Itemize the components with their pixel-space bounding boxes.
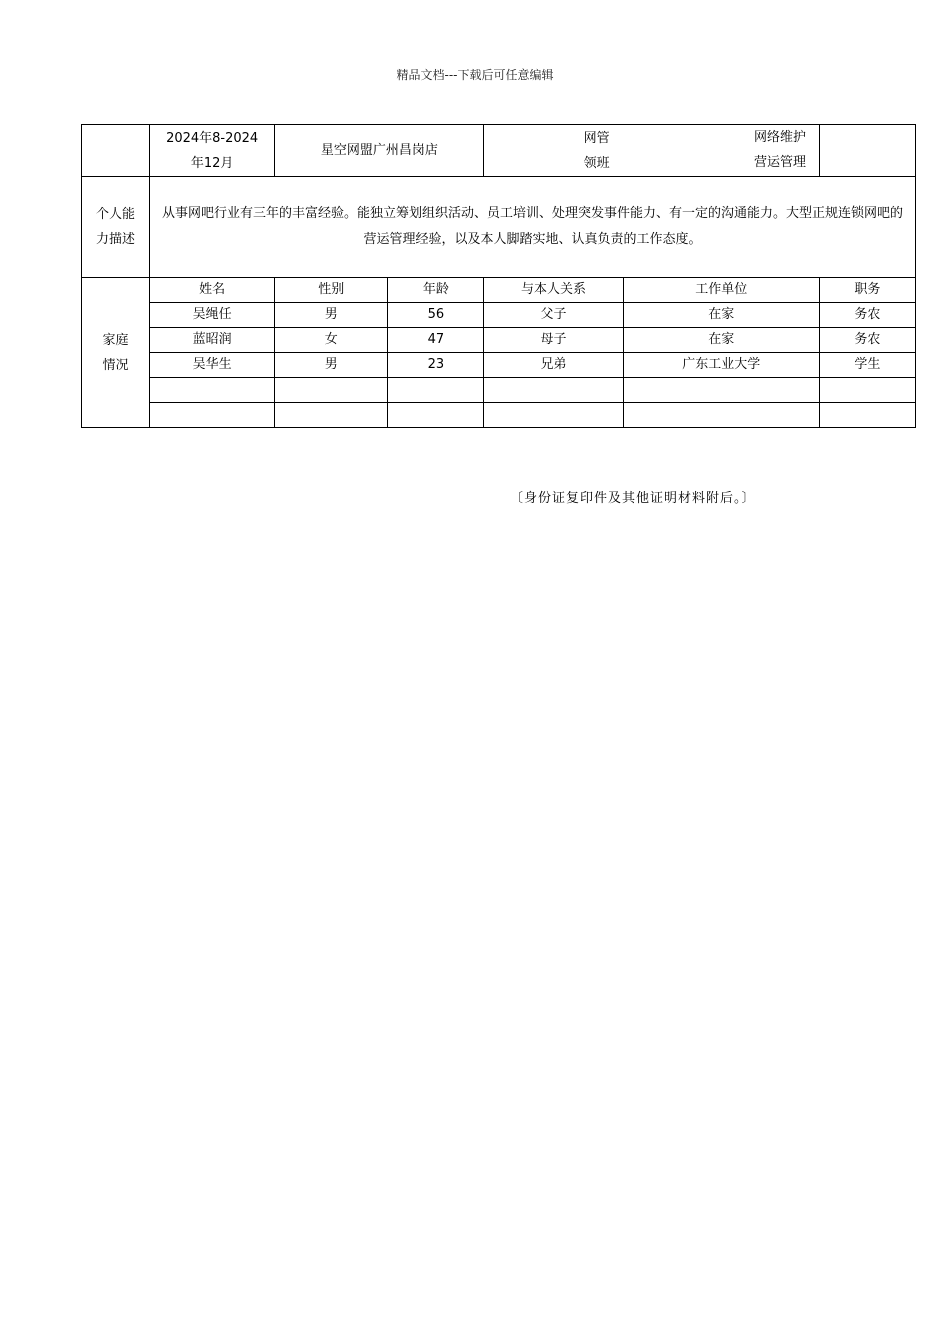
family-label-line1: 家庭 <box>102 332 129 348</box>
family-header-title: 职务 <box>819 278 915 303</box>
family-cell-age <box>388 403 484 428</box>
family-cell-title <box>819 403 915 428</box>
family-cell-title <box>819 378 915 403</box>
family-header-relation: 与本人关系 <box>484 278 623 303</box>
work-position-line2: 领班 <box>583 155 610 171</box>
family-cell-age <box>388 378 484 403</box>
family-row-empty <box>82 403 916 428</box>
page-header: 精品文档---下载后可任意编辑 <box>396 68 554 82</box>
work-empty-label-cell <box>82 125 150 177</box>
family-row-empty <box>82 378 916 403</box>
family-cell-age: 56 <box>388 303 484 328</box>
family-cell-name <box>150 403 275 428</box>
work-company-cell: 星空网盟广州昌岗店 <box>275 125 484 177</box>
work-period-line2: 年12月 <box>190 155 234 171</box>
ability-label-line2: 力描述 <box>96 232 136 247</box>
work-duties-line2: 营运管理 <box>753 155 806 170</box>
family-cell-gender <box>275 403 388 428</box>
work-duties-block <box>645 125 915 176</box>
family-cell-title: 务农 <box>819 303 915 328</box>
work-position-line1: 网管 <box>583 130 610 146</box>
family-cell-relation: 母子 <box>484 328 623 353</box>
family-label-cell <box>82 278 150 428</box>
family-header-gender: 性别 <box>275 278 388 303</box>
family-cell-workplace <box>623 378 819 403</box>
family-header-workplace: 工作单位 <box>623 278 819 303</box>
family-cell-age: 23 <box>388 353 484 378</box>
work-period-line1: 2024年8-2024 <box>166 130 259 146</box>
work-duties-line1: 网络维护 <box>753 130 806 145</box>
family-cell-workplace <box>623 403 819 428</box>
family-row <box>82 353 916 378</box>
family-cell-workplace: 在家 <box>623 303 819 328</box>
ability-row <box>82 177 916 278</box>
family-cell-gender: 女 <box>275 328 388 353</box>
family-header-age: 年龄 <box>388 278 484 303</box>
family-cell-relation: 兄弟 <box>484 353 623 378</box>
family-cell-workplace: 广东工业大学 <box>623 353 819 378</box>
work-period-cell <box>150 125 275 177</box>
family-cell-age: 47 <box>388 328 484 353</box>
family-cell-gender: 男 <box>275 353 388 378</box>
family-cell-title: 学生 <box>819 353 915 378</box>
family-cell-name <box>150 378 275 403</box>
ability-label-line1: 个人能 <box>96 207 136 222</box>
family-cell-name: 吴华生 <box>150 353 275 378</box>
ability-label-cell <box>82 177 150 278</box>
ability-description: 从事网吧行业有三年的丰富经验。能独立筹划组织活动、员工培训、处理突发事件能力、有一定的沟通能力。大型正规连锁网吧的营运管理经验，以及本人脚踏实地、认真负责的工作态度。 <box>150 177 916 278</box>
family-cell-relation: 父子 <box>484 303 623 328</box>
family-cell-title: 务农 <box>819 328 915 353</box>
family-cell-name: 蓝昭润 <box>150 328 275 353</box>
family-label-line2: 情况 <box>102 357 129 373</box>
family-cell-name: 吴绳任 <box>150 303 275 328</box>
family-cell-relation <box>484 378 623 403</box>
attachment-note: 〔身份证复印件及其他证明材料附后。〕 <box>510 491 756 506</box>
family-cell-gender <box>275 378 388 403</box>
family-row <box>82 328 916 353</box>
family-cell-gender: 男 <box>275 303 388 328</box>
family-row <box>82 303 916 328</box>
family-cell-workplace: 在家 <box>623 328 819 353</box>
family-cell-relation <box>484 403 623 428</box>
family-header-name: 姓名 <box>150 278 275 303</box>
family-header-row <box>82 278 916 303</box>
